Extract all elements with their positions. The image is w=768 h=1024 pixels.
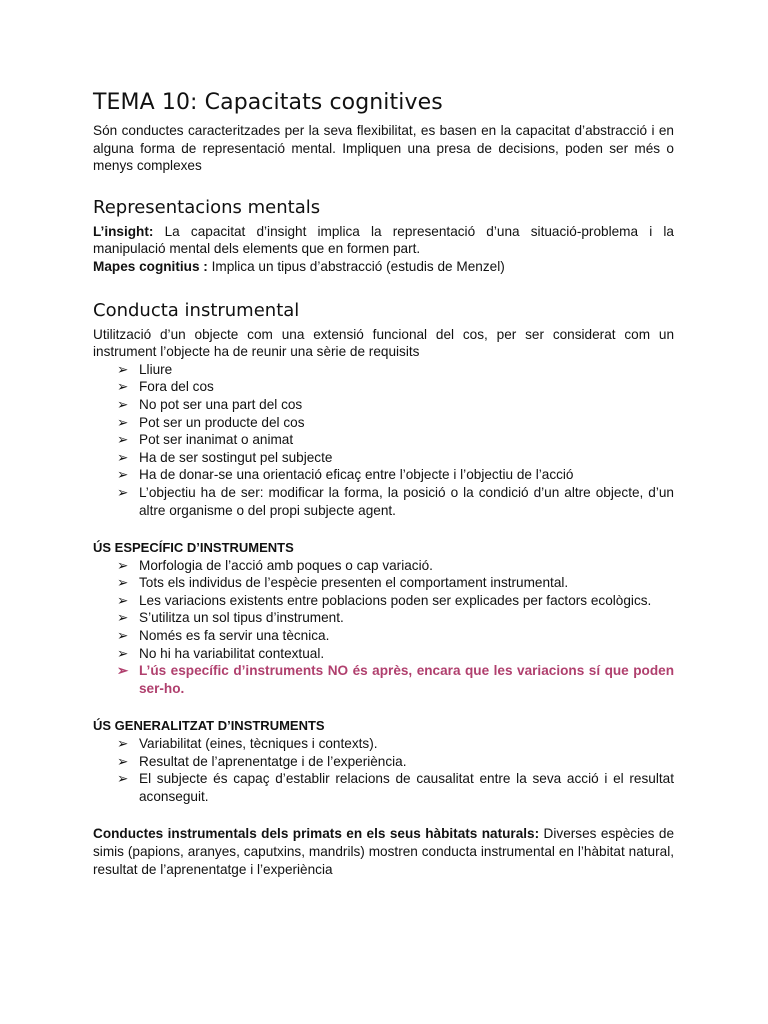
arrow-bullet-icon: ➢ [117,484,129,500]
arrow-bullet-icon: ➢ [117,449,129,465]
arrow-bullet-icon: ➢ [117,432,129,448]
especific-list [93,557,674,698]
list-item: ➢ No hi ha variabilitat contextual. [117,645,325,661]
arrow-bullet-icon: ➢ [117,379,129,395]
list-item: ➢ Variabilitat (eines, tècniques i contexts). [117,736,378,752]
list-item: ➢ Pot ser un producte del cos [117,414,305,430]
insight-label: L’insight: [93,223,154,239]
insight-paragraph [93,223,674,258]
list-item: ➢ Lliure [117,361,173,377]
heading-us-generalitzat: ÚS GENERALITZAT D’INSTRUMENTS [93,718,325,734]
mapes-paragraph [93,258,674,276]
list-item: ➢ El subjecte és capaç d’establir relacions de causalitat entre la seva acció i el resultat aconseguit. [117,771,674,804]
list-item: ➢ Pot ser inanimat o animat [117,432,294,448]
generalitzat-list [93,735,674,805]
arrow-bullet-icon: ➢ [117,610,129,626]
document-page [93,88,674,878]
arrow-bullet-icon: ➢ [117,753,129,769]
mapes-label: Mapes cognitius : [93,258,208,274]
list-item: ➢ Ha de donar-se una orientació eficaç entre l’objecte i l’objectiu de l’acció [117,467,574,483]
primats-text: Diverses espècies de simis (papions, aranyes, caputxins, mandrils) mostren conducta instrumental en l’hàbitat natural, resultat de l’aprenentatge i l’experiència [93,826,674,877]
arrow-bullet-icon: ➢ [117,467,129,483]
list-item: ➢ Resultat de l’aprenentatge i de l’experiència. [117,753,407,769]
list-item: ➢ Ha de ser sostingut pel subjecte [117,449,333,465]
arrow-bullet-icon: ➢ [117,575,129,591]
arrow-bullet-icon: ➢ [117,557,129,573]
arrow-bullet-icon: ➢ [117,414,129,430]
heading-us-especific: ÚS ESPECÍFIC D’INSTRUMENTS [93,540,294,556]
list-item: ➢ Morfologia de l’acció amb poques o cap variació. [117,557,433,573]
list-item: ➢ Les variacions existents entre poblacions poden ser explicades per factors ecològics. [117,592,652,608]
arrow-bullet-icon: ➢ [117,645,129,661]
list-item: ➢ No pot ser una part del cos [117,396,303,412]
arrow-bullet-icon: ➢ [117,663,129,679]
highlight-list-item: ➢ L’ús específic d’instruments NO és après, encara que les variacions sí que poden ser-ho. [117,663,674,696]
arrow-bullet-icon: ➢ [117,592,129,608]
intro-paragraph: Són conductes caracteritzades per la seva flexibilitat, es basen en la capacitat d’abstracció i en alguna forma de representació mental. Impliquen una presa de decisions, poden ser més o menys complexes [93,123,674,174]
page-title: TEMA 10: Capacitats cognitives [93,90,443,115]
heading-conducta: Conducta instrumental [93,299,300,321]
primats-paragraph [93,825,674,878]
requisits-list [93,361,674,519]
list-item: ➢ Tots els individus de l’espècie presenten el comportament instrumental. [117,575,569,591]
primats-label: Conductes instrumentals dels primats en els seus hàbitats naturals: [93,826,540,842]
list-item: ➢ Fora del cos [117,379,214,395]
mapes-text: Implica un tipus d’abstracció (estudis de Menzel) [207,258,505,274]
list-item: ➢ S’utilitza un sol tipus d’instrument. [117,610,344,626]
list-item: ➢ Només es fa servir una tècnica. [117,628,330,644]
heading-representacions: Representacions mentals [93,196,321,218]
arrow-bullet-icon: ➢ [117,628,129,644]
conducta-paragraph: Utilització d’un objecte com una extensió funcional del cos, per ser considerat com un instrument l’objecte ha de reunir una sèrie de requisits [93,326,674,360]
list-item: ➢ L’objectiu ha de ser: modificar la forma, la posició o la condició d’un altre objecte, d’un altre organisme o del propi subjecte agent. [117,484,674,518]
arrow-bullet-icon: ➢ [117,736,129,752]
arrow-bullet-icon: ➢ [117,771,129,787]
insight-text: La capacitat d’insight implica la representació d’una situació-problema i la manipulació mental dels elements que en formen part. [93,223,674,257]
arrow-bullet-icon: ➢ [117,396,129,412]
arrow-bullet-icon: ➢ [117,361,129,377]
